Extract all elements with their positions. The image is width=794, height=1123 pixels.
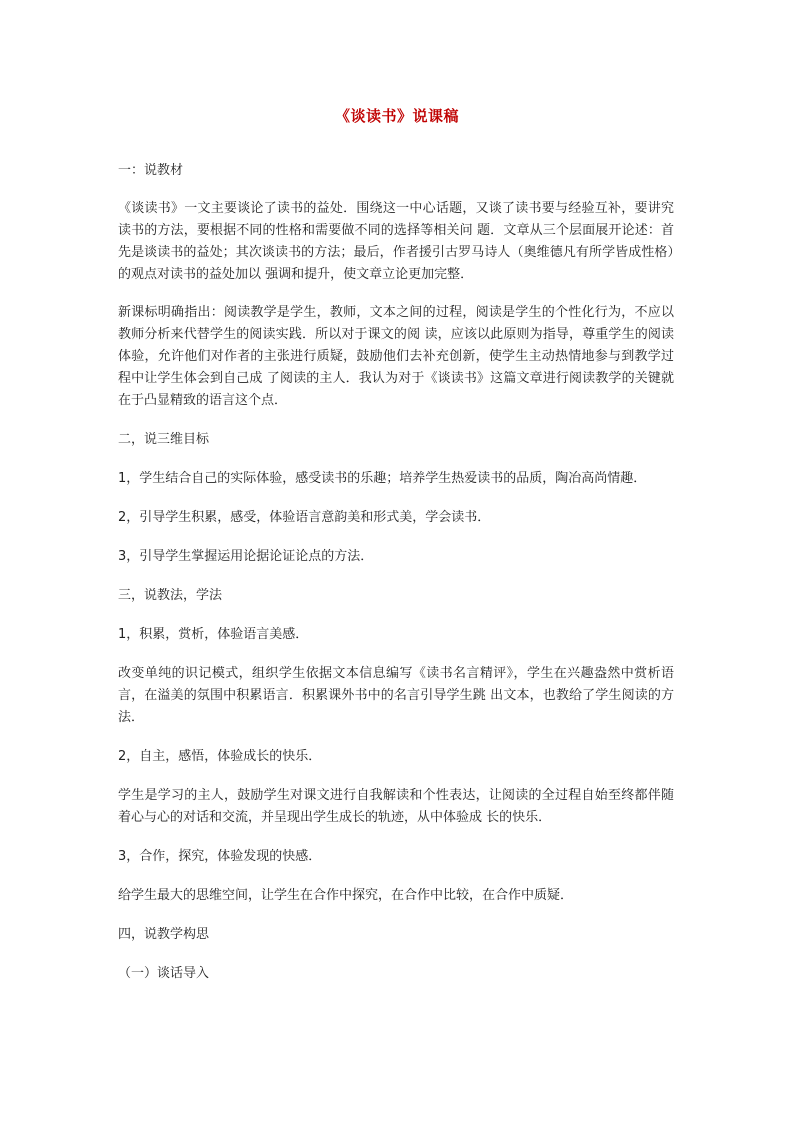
paragraph: 改变单纯的识记模式，组织学生依据文本信息编写《读书名言精评》，学生在兴趣盎然中赏析语言，在溢美的氛围中积累语言．积累课外书中的名言引导学生跳 出文本，也教给了学生阅读的方法． xyxy=(118,666,674,725)
paragraph: 《谈读书》一文主要谈论了读书的益处．围绕这一中心话题，又谈了读书要与经验互补，要讲究读书的方法，要根据不同的性格和需要做不同的选择等相关问 题．文章从三个层面展开论述：首先是谈读书的益处；其次谈读书的方法；最后，作者援引古罗马诗人（奥维德凡有所学皆成性格）的观点对读书的益处加以 强调和提升，使文章立论更加完整． xyxy=(118,201,674,282)
section-heading: 二，说三维目标 xyxy=(118,432,210,447)
document-title: 《谈读书》说课稿 xyxy=(334,107,459,125)
paragraph: 学生是学习的主人，鼓励学生对课文进行自我解读和个性表达，让阅读的全过程自始至终都伴随着心与心的对话和交流，并呈现出学生成长的轨迹，从中体验成 长的快乐． xyxy=(118,788,674,825)
list-item: 3，引导学生掌握运用论据论证论点的方法． xyxy=(118,549,374,564)
subsection-heading: 3，合作，探究，体验发现的快感． xyxy=(118,849,322,864)
subsection-heading: 1，积累，赏析，体验语言美感． xyxy=(118,627,309,642)
list-item: 2，引导学生积累，感受，体验语言意韵美和形式美，学会读书． xyxy=(118,510,491,525)
document-body xyxy=(118,160,674,985)
section-heading: 四，说教学构思 xyxy=(118,927,210,942)
section-heading: 一：说教材 xyxy=(118,163,184,178)
paragraph: 新课标明确指出：阅读教学是学生，教师，文本之间的过程，阅读是学生的个性化行为，不应以教师分析来代替学生的阅读实践．所以对于课文的阅 读，应该以此原则为指导，尊重学生的阅读体验，允许他们对作者的主张进行质疑，鼓励他们去补充创新，使学生主动热情地参与到教学过程中让学生体会到自己成 了阅读的主人．我认为对于《谈读书》这篇文章进行阅读教学的关键就在于凸显精致的语言这个点． xyxy=(118,305,674,408)
section-heading: 三，说教法，学法 xyxy=(118,588,223,603)
list-item: 1，学生结合自己的实际体验，感受读书的乐趣；培养学生热爱读书的品质，陶冶高尚情趣． xyxy=(118,471,647,486)
subsection-heading: 2，自主，感悟，体验成长的快乐． xyxy=(118,749,322,764)
paragraph: 给学生最大的思维空间，让学生在合作中探究，在合作中比较，在合作中质疑． xyxy=(118,888,574,903)
subsection-heading: （一）谈话导入 xyxy=(118,966,210,981)
